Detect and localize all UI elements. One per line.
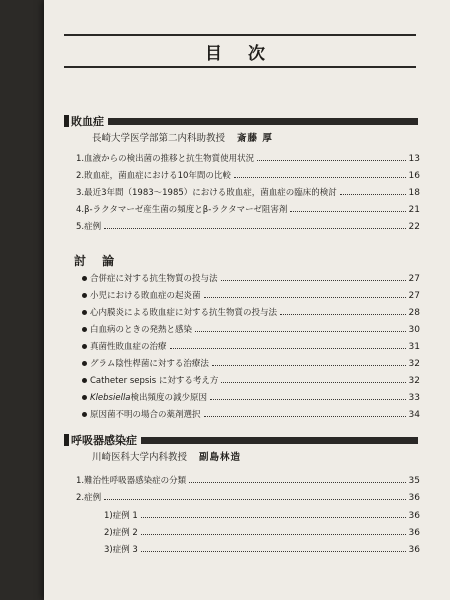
- discussion-item-label: 小児における敗血症の起炎菌: [90, 291, 201, 301]
- leader-dots: [195, 331, 406, 332]
- toc-entry-label: 5.症例: [76, 222, 102, 232]
- leader-dots: [141, 534, 406, 535]
- discussion-item-label: 心内膜炎による敗血症に対する抗生物質の投与法: [90, 308, 278, 318]
- discussion-item-page: 27: [408, 291, 420, 301]
- discussion-item-page: 28: [408, 308, 420, 318]
- bullet-icon: [82, 395, 87, 400]
- page-title: 目 次: [205, 43, 275, 64]
- leader-dots: [221, 280, 406, 281]
- bullet-icon: [82, 412, 87, 417]
- leader-dots: [210, 399, 406, 400]
- toc-subentry-label: 2)症例 2: [104, 528, 138, 538]
- toc-entry-page: 35: [408, 476, 420, 486]
- toc-subentry-label: 3)症例 3: [104, 545, 138, 555]
- discussion-item[interactable]: [82, 304, 420, 318]
- toc-entry-page: 21: [408, 205, 420, 215]
- leader-dots: [280, 314, 406, 315]
- toc-entry[interactable]: [76, 218, 420, 232]
- author-name: 斎藤 厚: [237, 133, 273, 144]
- discussion-item[interactable]: [82, 355, 420, 369]
- leader-dots: [104, 228, 405, 229]
- leader-dots: [257, 160, 405, 161]
- leader-dots: [141, 551, 406, 552]
- discussion-item-label: 白血病のときの発熱と感染: [90, 325, 193, 335]
- discussion-item-page: 33: [408, 393, 420, 403]
- leader-dots: [204, 416, 406, 417]
- leader-dots: [340, 194, 406, 195]
- toc-entry[interactable]: [76, 150, 420, 164]
- section-title: 敗血症: [71, 115, 104, 128]
- discussion-item[interactable]: [82, 270, 420, 284]
- toc-entry-page: 16: [408, 171, 420, 181]
- toc-entry-page: 36: [408, 493, 420, 503]
- discussion-item-label: グラム陰性桿菌に対する治療法: [90, 359, 209, 369]
- author-line: [92, 130, 273, 144]
- toc-entry[interactable]: [76, 184, 420, 198]
- discussion-item[interactable]: [82, 287, 420, 301]
- author-name: 副島林造: [199, 452, 242, 463]
- toc-subentry[interactable]: [104, 524, 420, 538]
- leader-dots: [234, 177, 406, 178]
- leader-dots: [212, 365, 406, 366]
- discussion-item-label: 真菌性敗血症の治療: [90, 342, 167, 352]
- toc-entry-label: 2.敗血症，菌血症における10年間の比較: [76, 171, 231, 181]
- discussion-item[interactable]: [82, 321, 420, 335]
- section-bar: [141, 437, 418, 444]
- toc-subentry-page: 36: [408, 545, 420, 555]
- bullet-icon: [82, 276, 87, 281]
- toc-entry[interactable]: [76, 489, 420, 503]
- section-header-respiratory: [64, 433, 418, 447]
- discussion-item-page: 30: [408, 325, 420, 335]
- toc-entry-page: 18: [408, 188, 420, 198]
- toc-subentry-label: 1)症例 1: [104, 511, 138, 521]
- section-bar: [108, 118, 418, 125]
- discussion-item-label: 検出頻度の減少原因: [130, 393, 208, 403]
- discussion-item-label: 合併症に対する抗生物質の投与法: [90, 274, 218, 284]
- discussion-item[interactable]: [82, 389, 420, 403]
- leader-dots: [204, 297, 406, 298]
- toc-subentry-page: 36: [408, 511, 420, 521]
- discussion-item[interactable]: [82, 338, 420, 352]
- toc-entry[interactable]: [76, 167, 420, 181]
- leader-dots: [290, 211, 405, 212]
- toc-entry[interactable]: [76, 201, 420, 215]
- discussion-item-label: Catheter sepsis に対する考え方: [90, 376, 219, 386]
- toc-entry-page: 13: [408, 154, 420, 164]
- discussion-item-page: 32: [408, 359, 420, 369]
- leader-dots: [104, 499, 405, 500]
- discussion-item-page: 27: [408, 274, 420, 284]
- discussion-item-page: 34: [408, 410, 420, 420]
- toc-entry-label: 1.血液からの検出菌の推移と抗生物質使用状況: [76, 154, 255, 164]
- toc-entry-label: 1.難治性呼吸器感染症の分類: [76, 476, 187, 486]
- bullet-icon: [82, 361, 87, 366]
- author-affiliation: 川崎医科大学内科教授: [92, 452, 188, 463]
- toc-entry-label: 2.症例: [76, 493, 102, 503]
- leader-dots: [170, 348, 406, 349]
- author-line: [92, 449, 241, 463]
- toc-entry-page: 22: [408, 222, 420, 232]
- toc-entry-label: 4.β-ラクタマーゼ産生菌の頻度とβ-ラクタマーゼ阻害剤: [76, 205, 288, 215]
- bullet-icon: [82, 327, 87, 332]
- discussion-item-label: 原因菌不明の場合の薬剤選択: [90, 410, 201, 420]
- discussion-item-page: 32: [408, 376, 420, 386]
- discussion-item-page: 31: [408, 342, 420, 352]
- discussion-item-label-italic: Klebsiella: [90, 393, 131, 403]
- toc-entry-label: 3.最近3年間（1983〜1985）における敗血症，菌血症の臨床的検討: [76, 188, 337, 198]
- toc-entry[interactable]: [76, 472, 420, 486]
- bullet-icon: [82, 310, 87, 315]
- discussion-item[interactable]: [82, 372, 420, 386]
- bullet-icon: [82, 344, 87, 349]
- leader-dots: [221, 382, 405, 383]
- section-title: 呼吸器感染症: [71, 434, 137, 447]
- toc-subentry[interactable]: [104, 507, 420, 521]
- toc-subentry[interactable]: [104, 541, 420, 555]
- bullet-icon: [82, 293, 87, 298]
- section-marker: [64, 434, 69, 446]
- title-box: [64, 34, 416, 68]
- leader-dots: [189, 482, 405, 483]
- toc-subentry-page: 36: [408, 528, 420, 538]
- discussion-heading: 討 論: [74, 254, 121, 268]
- section-marker: [64, 115, 69, 127]
- section-header-sepsis: [64, 114, 418, 128]
- discussion-item[interactable]: [82, 406, 420, 420]
- bullet-icon: [82, 378, 87, 383]
- leader-dots: [141, 517, 406, 518]
- book-page: [44, 0, 450, 600]
- author-affiliation: 長崎大学医学部第二内科助教授: [92, 133, 226, 144]
